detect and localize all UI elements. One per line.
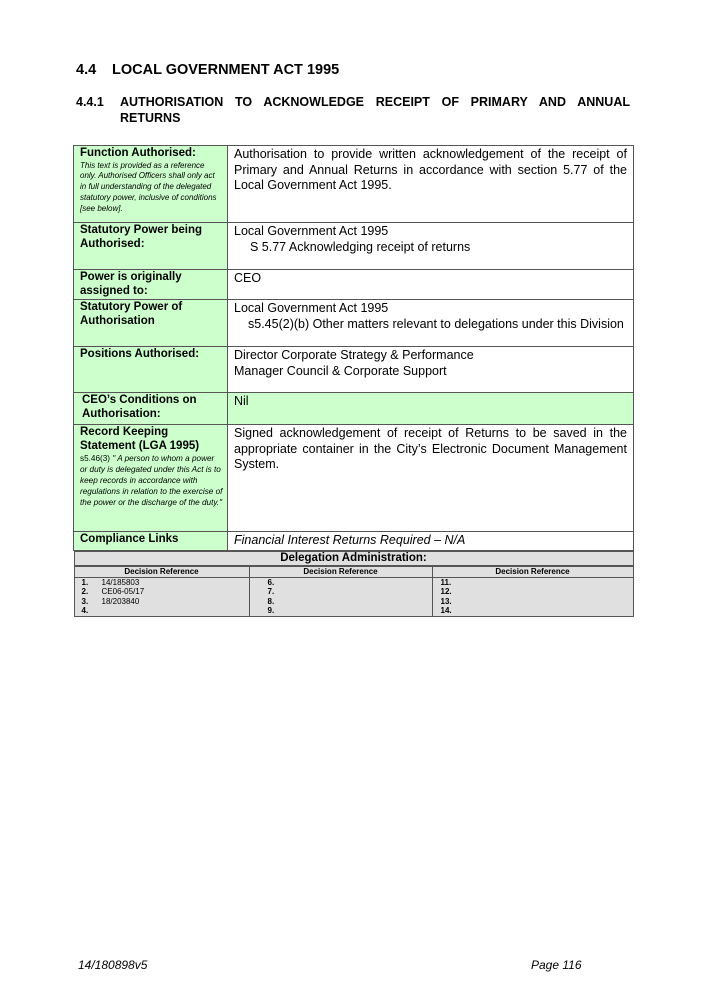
record-keeping-quote: " A person to whom a power or duty is delegated under this Act is to keep records in accordance with regulations in relation to the exercise of the power or the discharge of the duty." xyxy=(80,454,223,507)
statutory-power-act: Local Government Act 1995 xyxy=(234,224,389,238)
ref-number: 4. xyxy=(81,606,89,616)
ref-number: 6. xyxy=(267,577,275,587)
power-of-authorisation-act: Local Government Act 1995 xyxy=(234,301,389,315)
record-keeping-label-cell xyxy=(74,425,228,532)
power-of-authorisation-label-cell xyxy=(74,300,228,347)
record-keeping-note xyxy=(80,453,223,508)
record-keeping-row xyxy=(74,425,634,532)
function-label-cell xyxy=(74,146,228,223)
ref-number: 1. xyxy=(81,577,89,587)
ref-number: 7. xyxy=(267,587,275,597)
compliance-value: Financial Interest Returns Required – N/A xyxy=(228,532,634,551)
delegation-table xyxy=(73,145,634,617)
decision-ref-item xyxy=(250,606,432,616)
ref-value xyxy=(102,606,249,616)
ref-number: 9. xyxy=(267,606,275,616)
decision-ref-item xyxy=(75,578,249,588)
ref-value xyxy=(471,606,633,616)
decision-ref-item xyxy=(250,578,432,588)
subsection-number: 4.4.1 xyxy=(76,95,104,109)
originally-assigned-label: Power is originally assigned to: xyxy=(80,271,182,297)
position-1: Director Corporate Strategy & Performance xyxy=(234,348,474,362)
power-of-authorisation-value xyxy=(228,300,634,347)
conditions-label-cell xyxy=(74,393,228,425)
ref-value xyxy=(288,578,432,588)
decision-ref-item xyxy=(433,606,633,616)
admin-column-2 xyxy=(249,577,432,616)
conditions-value: Nil xyxy=(228,393,634,425)
power-of-authorisation-label: Statutory Power of Authorisation xyxy=(80,301,183,327)
ref-number: 11. xyxy=(440,577,452,587)
power-of-authorisation-section: s5.45(2)(b) Other matters relevant to delegations under this Division xyxy=(248,316,624,331)
subsection-title: AUTHORISATION TO ACKNOWLEDGE RECEIPT OF PRIMARY AND ANNUAL RETURNS xyxy=(120,95,630,125)
compliance-label-cell xyxy=(74,532,228,551)
ref-value: 18/203840 xyxy=(101,596,140,606)
originally-assigned-value: CEO xyxy=(228,270,634,300)
compliance-label: Compliance Links xyxy=(80,533,179,545)
compliance-row xyxy=(74,532,634,551)
admin-col-header: Decision Reference xyxy=(432,566,633,577)
statutory-power-row xyxy=(74,223,634,270)
ref-number: 2. xyxy=(81,587,89,597)
decision-ref-item xyxy=(250,587,432,597)
power-of-authorisation-row xyxy=(74,300,634,347)
ref-number: 3. xyxy=(81,596,89,606)
admin-col-header: Decision Reference xyxy=(74,566,249,577)
ref-value xyxy=(288,587,432,597)
statutory-power-label: Statutory Power being Authorised: xyxy=(80,224,203,250)
admin-table xyxy=(74,566,634,617)
ref-number: 12. xyxy=(440,587,452,597)
section-number: 4.4 xyxy=(76,62,97,78)
positions-label: Positions Authorised: xyxy=(80,348,200,360)
ref-number: 13. xyxy=(440,596,452,606)
admin-column-3 xyxy=(432,577,633,616)
decision-ref-item xyxy=(75,587,249,597)
record-keeping-label: Record Keeping Statement (LGA 1995) xyxy=(80,426,200,452)
record-keeping-value: Signed acknowledgement of receipt of Returns to be saved in the appropriate container in the City’s Electronic Document Management System. xyxy=(228,425,634,532)
decision-ref-item xyxy=(75,597,249,607)
conditions-row xyxy=(74,393,634,425)
ref-value xyxy=(288,597,432,607)
position-2: Manager Council & Corporate Support xyxy=(234,363,447,378)
footer-page-number: Page 116 xyxy=(531,958,582,972)
admin-col-header: Decision Reference xyxy=(249,566,432,577)
function-note: This text is provided as a reference only. Authorised Officers shall only act in full understanding of the delegated statutory power, inclusive of conditions [see below]. xyxy=(80,160,217,213)
conditions-label: CEO’s Conditions on Authorisation: xyxy=(82,394,197,420)
decision-ref-item xyxy=(250,597,432,607)
statutory-power-value xyxy=(228,223,634,270)
positions-label-cell xyxy=(74,347,228,393)
subsection-heading xyxy=(76,94,630,126)
ref-value xyxy=(471,597,633,607)
record-keeping-section: s5.46(3) xyxy=(80,454,113,463)
function-value: Authorisation to provide written acknowledgement of the receipt of Primary and Annual Returns in accordance with section 5.77 of the Local Government Act 1995. xyxy=(228,146,634,223)
admin-column-1 xyxy=(74,577,249,616)
originally-assigned-label-cell xyxy=(74,270,228,300)
statutory-power-section: S 5.77 Acknowledging receipt of returns xyxy=(250,239,471,254)
ref-value xyxy=(471,587,633,597)
footer-doc-reference: 14/180898v5 xyxy=(78,958,148,972)
function-label: Function Authorised: xyxy=(80,147,196,159)
positions-row xyxy=(74,347,634,393)
admin-row xyxy=(74,550,634,617)
decision-ref-item xyxy=(75,606,249,616)
decision-ref-item xyxy=(433,587,633,597)
admin-title: Delegation Administration: xyxy=(74,551,634,566)
function-row xyxy=(74,146,634,223)
originally-assigned-row xyxy=(74,270,634,300)
ref-value: 14/185803 xyxy=(101,577,140,587)
ref-number: 8. xyxy=(267,596,275,606)
decision-ref-item xyxy=(433,578,633,588)
section-title: LOCAL GOVERNMENT ACT 1995 xyxy=(112,62,340,78)
ref-value xyxy=(471,578,633,588)
ref-number: 14. xyxy=(440,606,452,616)
positions-value xyxy=(228,347,634,393)
admin-cell xyxy=(74,550,634,617)
statutory-power-label-cell xyxy=(74,223,228,270)
section-heading xyxy=(76,62,339,78)
decision-ref-item xyxy=(433,597,633,607)
ref-value xyxy=(288,606,432,616)
ref-value: CE06-05/17 xyxy=(101,587,145,597)
